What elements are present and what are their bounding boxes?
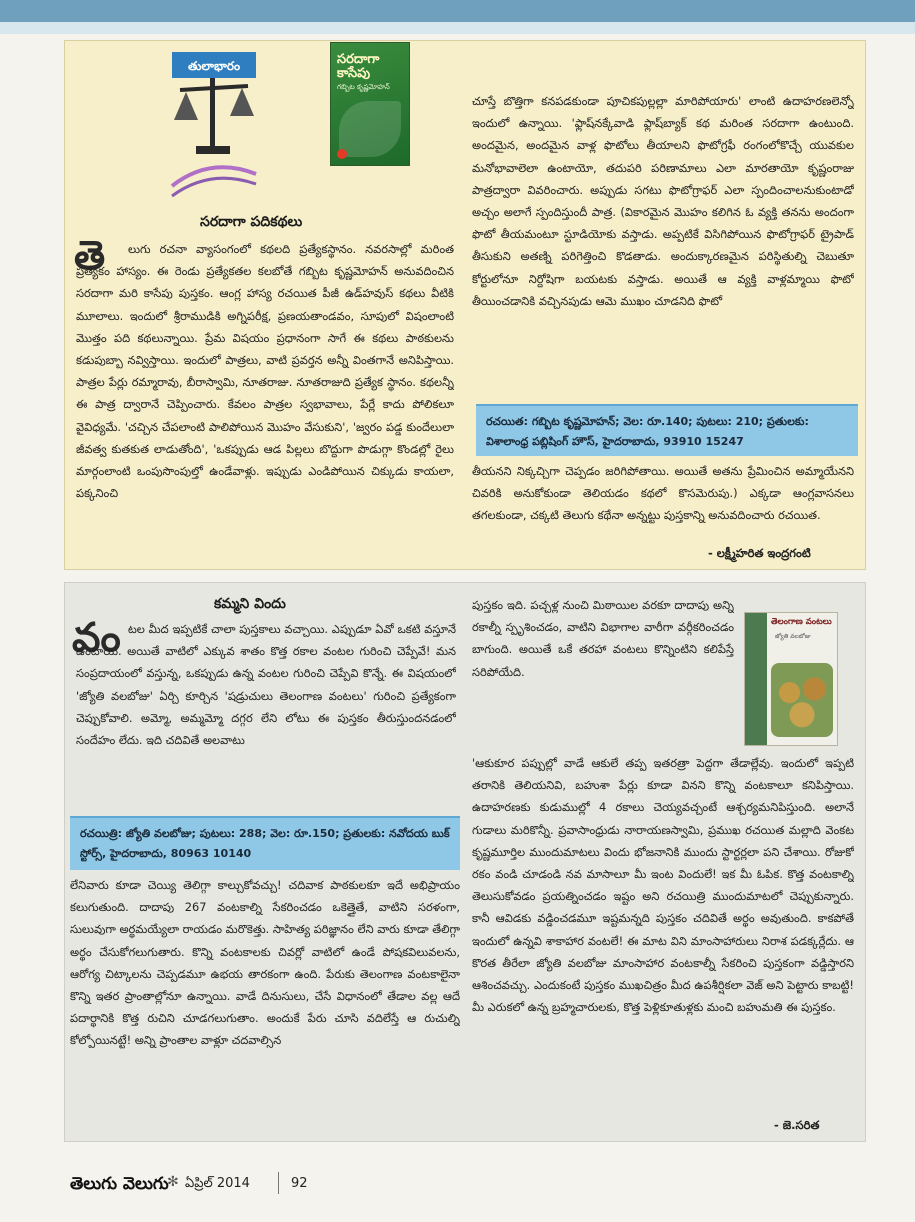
review1-signature: - లక్ష్మీహరిత ఇంద్రగంటి: [708, 546, 811, 560]
review2-right-text: పుస్తకం ఇది. పచ్చళ్ల నుంచి మిఠాయిల వరకూ దాదాపు అన్ని రకాల్నీ స్పృశించడం, వాటిని విభాగాల వారీగా వర్గీకరించడం బాగుంది. అయితే ఒకే తరహా వంటలు కొన్నింటిని కలిపేస్తే సరిపోయేది.: [472, 598, 734, 679]
page-footer: [0, 1170, 915, 1222]
review1-continuation: [472, 460, 854, 548]
review2-credit-text: రచయిత్రి: జ్యోతి వలబోజు; పుటలు: 288; వెల: రూ.150; ప్రతులకు: నవోదయ బుక్ స్టోర్స్, హైదరాబాదు, 80963 10140: [80, 827, 450, 860]
review2-left-continuation: [70, 874, 460, 1138]
review2-left-text: టల మీద ఇప్పటికే చాలా పుస్తకాలు వచ్చాయి. ఎప్పుడూ ఏవో ఒకటి వస్తూనే ఉంటాయి. అయితే వాటిలో ఎక్కువ శాతం కొత్త రకాల వంటల గురించి చెప్పేవే! మన సంప్రదాయంలో వస్తున్న, ఒకప్పుడు ఉన్న వంటల గురించి చెప్పేవి కొన్నే. ఈ విషయంలో 'జ్యోతి వలబోజు' ఏర్చి కూర్చిన 'షడ్రుచులు తెలంగాణ వంటలు' గురించి ప్రత్యేకంగా చెప్పుకోవాలి. అమ్మో, అమ్మమ్మో దగ్గర లేని లోటు ఈ పుస్తకం తీరుస్తుందనడంలో సందేహం లేదు. ఇది చదివితే అలవాటు: [76, 622, 456, 748]
magazine-name: తెలుగు వెలుగు: [70, 1174, 169, 1194]
page-number: 92: [291, 1176, 308, 1191]
logo-label: తులాభారం: [187, 59, 241, 73]
review1-heading: సరదాగా పదికథలు: [200, 214, 303, 230]
review1-continuation-text: తీయనని నిక్కచ్చిగా చెప్పడం జరిగిపోతాయి. అయితే అతను ప్రేమించిన అమ్మాయేనని చివరికి అనుకోకుండా తెలియడం కథలో కొసమెరుపు.) ఎక్కడా ఆంగ్లవాసనలు తగలకుండా, చక్కటి తెలుగు కథేనా అన్నట్టు పుస్తకాన్ని అనువదించారు రచయిత.: [472, 464, 854, 523]
book2-title: తెలంగాణ వంటలు: [771, 617, 832, 627]
book2-author: జ్యోతి వలబోజు: [775, 633, 811, 640]
book-cover-illustration: [339, 101, 401, 157]
book-cover-telangana-vantalu: [744, 612, 838, 746]
issue-month: ఏప్రిల్ 2014: [185, 1176, 250, 1191]
review1-dropcap: తె: [74, 233, 106, 279]
tulabharam-scale-logo: [170, 46, 258, 206]
review2-left-column: [76, 618, 456, 814]
book-cover-emblem: [337, 149, 347, 159]
review2-heading: కమ్మని విందు: [214, 596, 286, 612]
review2-credit-box: [70, 816, 460, 870]
review1-credit-box: [476, 404, 858, 456]
review2-left-continuation-text: లేనివారు కూడా చెయ్యి తెలిగ్గా కాల్చుకోవచ్చు! చదివాక పాఠకులకూ ఇదే అభిప్రాయం కలుగుతుంది. దాదాపు 267 వంటకాల్ని సేకరించడం ఒకెత్తైతే, వాటిని సరళంగా, సులువుగా అర్థమయ్యేలా రాయడం మరొకెత్తు. సాహిత్య పరిజ్ఞానం లేని వారు కూడా తేలిగ్గా అర్థం చేసుకోగలుగుతారు. కొన్ని వంటకాలకు చివర్లో వాటిలో ఉండే పోషకవిలువలను, ఆరోగ్య చిట్కాలను చెప్పడమూ ఉభయ తారకంగా ఉంది. పేరుకు తెలంగాణ వంటకాలైనా కొన్ని ఇతర ప్రాంతాల్లోనూ ఉన్నాయి. వాడే దినుసులు, చేసే విధానంలో తేడాల వల్ల ఆదే పదార్థానికి కొత్త రుచిని చూడగలుగుతాం. అందుకే పేరు చూసి వదిలేస్తే ఆ రుచుల్ని కోల్పోయినట్టే! అన్ని ప్రాంతాల వాళ్లూ చదవాల్సిన: [70, 878, 460, 1048]
review2-right-column-bottom: [472, 752, 854, 1116]
review1-right-column: [472, 90, 854, 400]
book2-spine: [745, 613, 767, 745]
review1-right-text: చూస్తే బొత్తిగా కనపడకుండా పూచికపుల్లల్లా మారిపోయారు' లాంటి ఉదాహరణలెన్నో ఇందులో ఉన్నాయి. 'ఫ్లాష్‌నక్కేవాడి ఫ్లాష్‌బ్యాక్ కథ మరింత సరదాగా ఉంటుంది. అందమైన, అందమైన వాళ్ల ఫొటోలు తీయాలని ఫొటోగ్రఫీ రంగంలోకొచ్చే యువకుల మనోభావాలెలా ఉంటాయో, తదుపరి పరిణామాలు ఎలా మారతాయో కృష్ణంరాజు పాత్రద్వారా వివరించారు. అప్పుడు సగటు ఫొటోగ్రాఫర్ ఎలా స్పందించాలనుకుంటాడో అచ్చం అలాగే స్పందిస్తుందీ పాత్ర. (వికారమైన మొహం కలిగిన ఓ వ్యక్తి తనను అందంగా ఫొటో తీయమంటూ స్టూడియోకు వస్తాడు. అప్పటికే విసిగిపోయిన ఫొటోగ్రాఫర్ ట్రైపాడ్ తీసుకుని అతణ్ని పరిగెత్తించి కొడతాడు. అందుక్కారణమైన పరిస్థితుల్ని చెబుతూ కోర్టులోనూ నిర్దోషిగా బయటకు వస్తాడు. అయితే ఆ వ్యక్తి వాళ్లమ్మాయి ఫొటో తీయించడానికి వచ్చినపుడు ఆమె ముఖం చూడనిది ఫొటో: [472, 94, 854, 308]
book-cover-author: గబ్బిట కృష్ణమోహన్: [337, 83, 390, 91]
top-band-stripe: [0, 22, 915, 34]
review1-left-text: లుగు రచనా వ్యాసంగంలో కథలది ప్రత్యేకస్థానం. నవరసాల్లో మరింత ప్రత్యేకం హాస్యం. ఈ రెండు ప్రత్యేకతల కలబోతే గబ్బిట కృష్ణమోహన్ అనువదించిన సరదాగా మరి కాసేపు పుస్తకం. ఆంగ్ల హాస్య రచయిత పీజీ ఉడ్‌హవుస్ కథలు వీటికి మూలాలు. ఇందులో శ్రీరాముడికి అగ్నిపరీక్ష, ప్రణయతాండవం, సూపులో విషంలాంటి మొత్తం పది కథలున్నాయి. ప్రేమ విషయం ప్రధానంగా సాగే ఈ కథలు పాఠకులను కడుపుబ్బా నవ్విస్తాయి. ఇందులో పాత్రలు, వాటి ప్రవర్తన అన్నీ వింతగానే అనిపిస్తాయి. పాత్రల పేర్లు రమ్మారావు, బీరాస్వామి, నూతరాజు. నూతరాజుది ప్రత్యేక స్థానం. కథలన్నీ ఈ పాత్ర ద్వారానే చెప్పించారు. కేవలం పాత్రల స్వభావాలు, పేర్లే కాదు పోలికలూ వైవిధ్యమే. 'చచ్చిన చేపలాంటి పాలిపోయిన మొహం వేసుకుని', 'జ్వరం పడ్డ కుందేలులా జీవత్వ కుతకుత లాడుతోంది', 'ఒకప్పుడు ఆడ పిల్లలు బొద్దుగా పొడుగ్గా కొండల్లో రైలు మార్గంలాంటి ఒంపుసొంపుల్తో ఉండేవాళ్లు. ఇప్పుడు ఎండిపోయిన చిక్కుడు కాయలా, పక్కనించి: [76, 242, 454, 501]
book-cover-title: సరదాగా కాసేపు: [337, 52, 380, 82]
book2-food-photo: [771, 663, 833, 737]
review1-credit-text: రచయిత: గబ్బిట కృష్ణమోహన్; వెల: రూ.140; పుటలు: 210; ప్రతులకు: విశాలాంధ్ర పబ్లిషింగ్ హౌస్, హైదరాబాదు, 93910 15247: [486, 415, 809, 448]
footer-divider: [278, 1172, 279, 1194]
review2-dropcap: వం: [72, 615, 121, 661]
review1-left-column: [74, 233, 454, 570]
review2-right-text-continued: 'ఆకుకూర పప్పుల్లో వాడే ఆకులే తప్ప ఇతరత్రా పెద్దగా తేడాల్లేవు. ఇందులో ఇప్పటి తరానికి తెలియనివి, బహుశా పేర్లు కూడా వినని కొన్ని వంటకాలూ కనిపిస్తాయి. ఉదాహరణకు కుడుముల్లో 4 రకాలు చెయ్యవచ్చంటే ఆశ్చర్యమనిపిస్తుంది. అలానే గుడాలు మరికొన్నీ. ప్రవాసాంధ్రుడు నారాయణస్వామి, ప్రముఖ రచయిత మల్లాది వెంకట కృష్ణమూర్తిల ముందుమాటలు విందు భోజనానికి ముందు స్టార్టర్లలా పని చేశాయి. రోజుకో రకం వండి చూడండి నవ మాసాలూ మీ ఇంట విందులే! ఇక మీ ఓపిక. కొత్త వంటకాల్ని తెలుసుకోవడం ప్రయత్నించడం ఇష్టం అని రచయిత్రి ముందుమాటలో చెప్పుకున్నారు. కానీ ఆవిడకు వడ్డించడమూ ఇష్టమన్నది పుస్తకం చదివితే అర్థం అవుతుంది. కాకపోతే ఇందులో ఉన్నవి శాకాహార వంటలే! ఈ మాట విని మాంసాహారులు నిరాశ పడక్కర్లేదు. ఆ కొరత తీరేలా జ్యోతి వలబోజు మాంసాహార వంటకాల్నీ సేకరించి పుస్తకంగా వడ్డిస్తారని ఆశించవచ్చు. ఎందుకంటే పుస్తకం ముఖచిత్రం మీద ఉపశీర్షికలా వెజ్ అని పెట్టారు కాబట్టి! మీ ఎరుకలో ఉన్న బ్రహ్మచారులకు, కొత్త పెళ్లికూతుళ్లకు మంచి బహుమతి ఈ పుస్తకం.: [472, 756, 854, 1015]
book-cover-sarada: [330, 42, 410, 166]
footer-star-icon: ✻: [167, 1174, 179, 1190]
review2-signature: - జె.సరిత: [774, 1118, 820, 1132]
review2-right-column-top: [472, 594, 734, 750]
top-color-band: [0, 0, 915, 34]
